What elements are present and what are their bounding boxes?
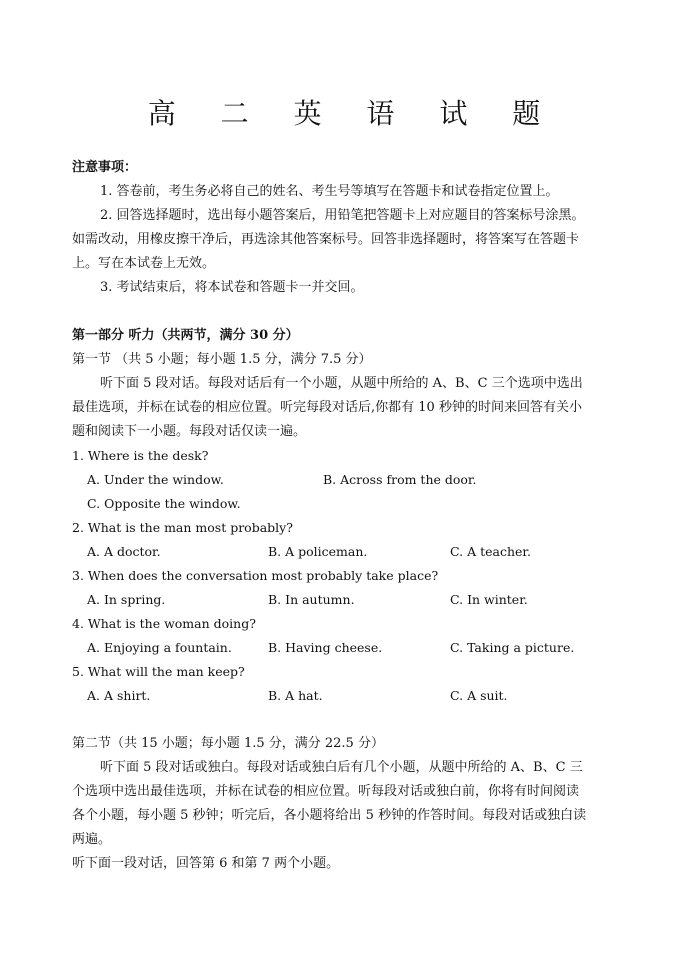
notice-line: 3. 考试结束后，将本试卷和答题卡一并交回。 bbox=[100, 280, 364, 295]
option-c: C. A suit. bbox=[450, 688, 508, 703]
section1-instruction: 最佳选项，并标在试卷的相应位置。听完每段对话后,你都有 10 秒钟的时间来回答有关小 bbox=[72, 400, 582, 415]
question-text: 1. Where is the desk? bbox=[72, 448, 209, 463]
question-text: 3. When does the conversation most probably take place? bbox=[72, 568, 439, 583]
option-a: A. A doctor. bbox=[87, 544, 161, 559]
section1-heading: 第一节 （共 5 小题；每小题 1.5 分，满分 7.5 分） bbox=[72, 352, 372, 367]
section2-heading: 第二节（共 15 小题；每小题 1.5 分，满分 22.5 分） bbox=[72, 736, 384, 751]
section1-instruction: 题和阅读下一小题。每段对话仅读一遍。 bbox=[72, 424, 307, 439]
section2-instruction: 个选项中选出最佳选项，并标在试卷的相应位置。听每段对话或独白前，你将有时间阅读 bbox=[72, 784, 580, 799]
section2-instruction: 两遍。 bbox=[72, 832, 112, 847]
option-b: B. A hat. bbox=[268, 688, 323, 703]
section2-instruction: 各个小题，每小题 5 秒钟；听完后，各小题将给出 5 秒钟的作答时间。每段对话或独白读 bbox=[72, 808, 587, 823]
option-a: A. Enjoying a fountain. bbox=[87, 640, 232, 655]
option-b: B. A policeman. bbox=[268, 544, 368, 559]
option-c: C. Opposite the window. bbox=[87, 496, 241, 511]
option-c: C. A teacher. bbox=[450, 544, 531, 559]
page-title: 高 二 英 语 试 题 bbox=[147, 97, 559, 130]
notice-line: 2. 回答选择题时，选出每小题答案后，用铅笔把答题卡上对应题目的答案标号涂黑。 bbox=[100, 208, 585, 223]
section2-lead: 听下面一段对话，回答第 6 和第 7 两个小题。 bbox=[72, 856, 340, 871]
section1-instruction: 听下面 5 段对话。每段对话后有一个小题，从题中所给的 A、B、C 三个选项中选出 bbox=[100, 376, 583, 391]
option-a: A. In spring. bbox=[87, 592, 166, 607]
option-a: A. Under the window. bbox=[87, 472, 224, 487]
option-b: B. Across from the door. bbox=[323, 472, 477, 487]
notice-line: 1. 答卷前，考生务必将自己的姓名、考生号等填写在答题卡和试卷指定位置上。 bbox=[100, 184, 559, 199]
question-text: 5. What will the man keep? bbox=[72, 664, 245, 679]
option-c: C. Taking a picture. bbox=[450, 640, 575, 655]
notice-line: 如需改动，用橡皮擦干净后，再选涂其他答案标号。回答非选择题时，将答案写在答题卡 bbox=[72, 232, 580, 247]
option-a: A. A shirt. bbox=[87, 688, 151, 703]
part1-heading: 第一部分 听力（共两节，满分 30 分） bbox=[72, 328, 299, 343]
notice-line: 上。写在本试卷上无效。 bbox=[72, 256, 216, 271]
section2-instruction: 听下面 5 段对话或独白。每段对话或独白后有几个小题，从题中所给的 A、B、C 三 bbox=[100, 760, 583, 775]
question-text: 4. What is the woman doing? bbox=[72, 616, 256, 631]
question-text: 2. What is the man most probably? bbox=[72, 520, 293, 535]
option-b: B. Having cheese. bbox=[268, 640, 383, 655]
notice-heading: 注意事项： bbox=[72, 160, 138, 175]
option-b: B. In autumn. bbox=[268, 592, 355, 607]
option-c: C. In winter. bbox=[450, 592, 528, 607]
